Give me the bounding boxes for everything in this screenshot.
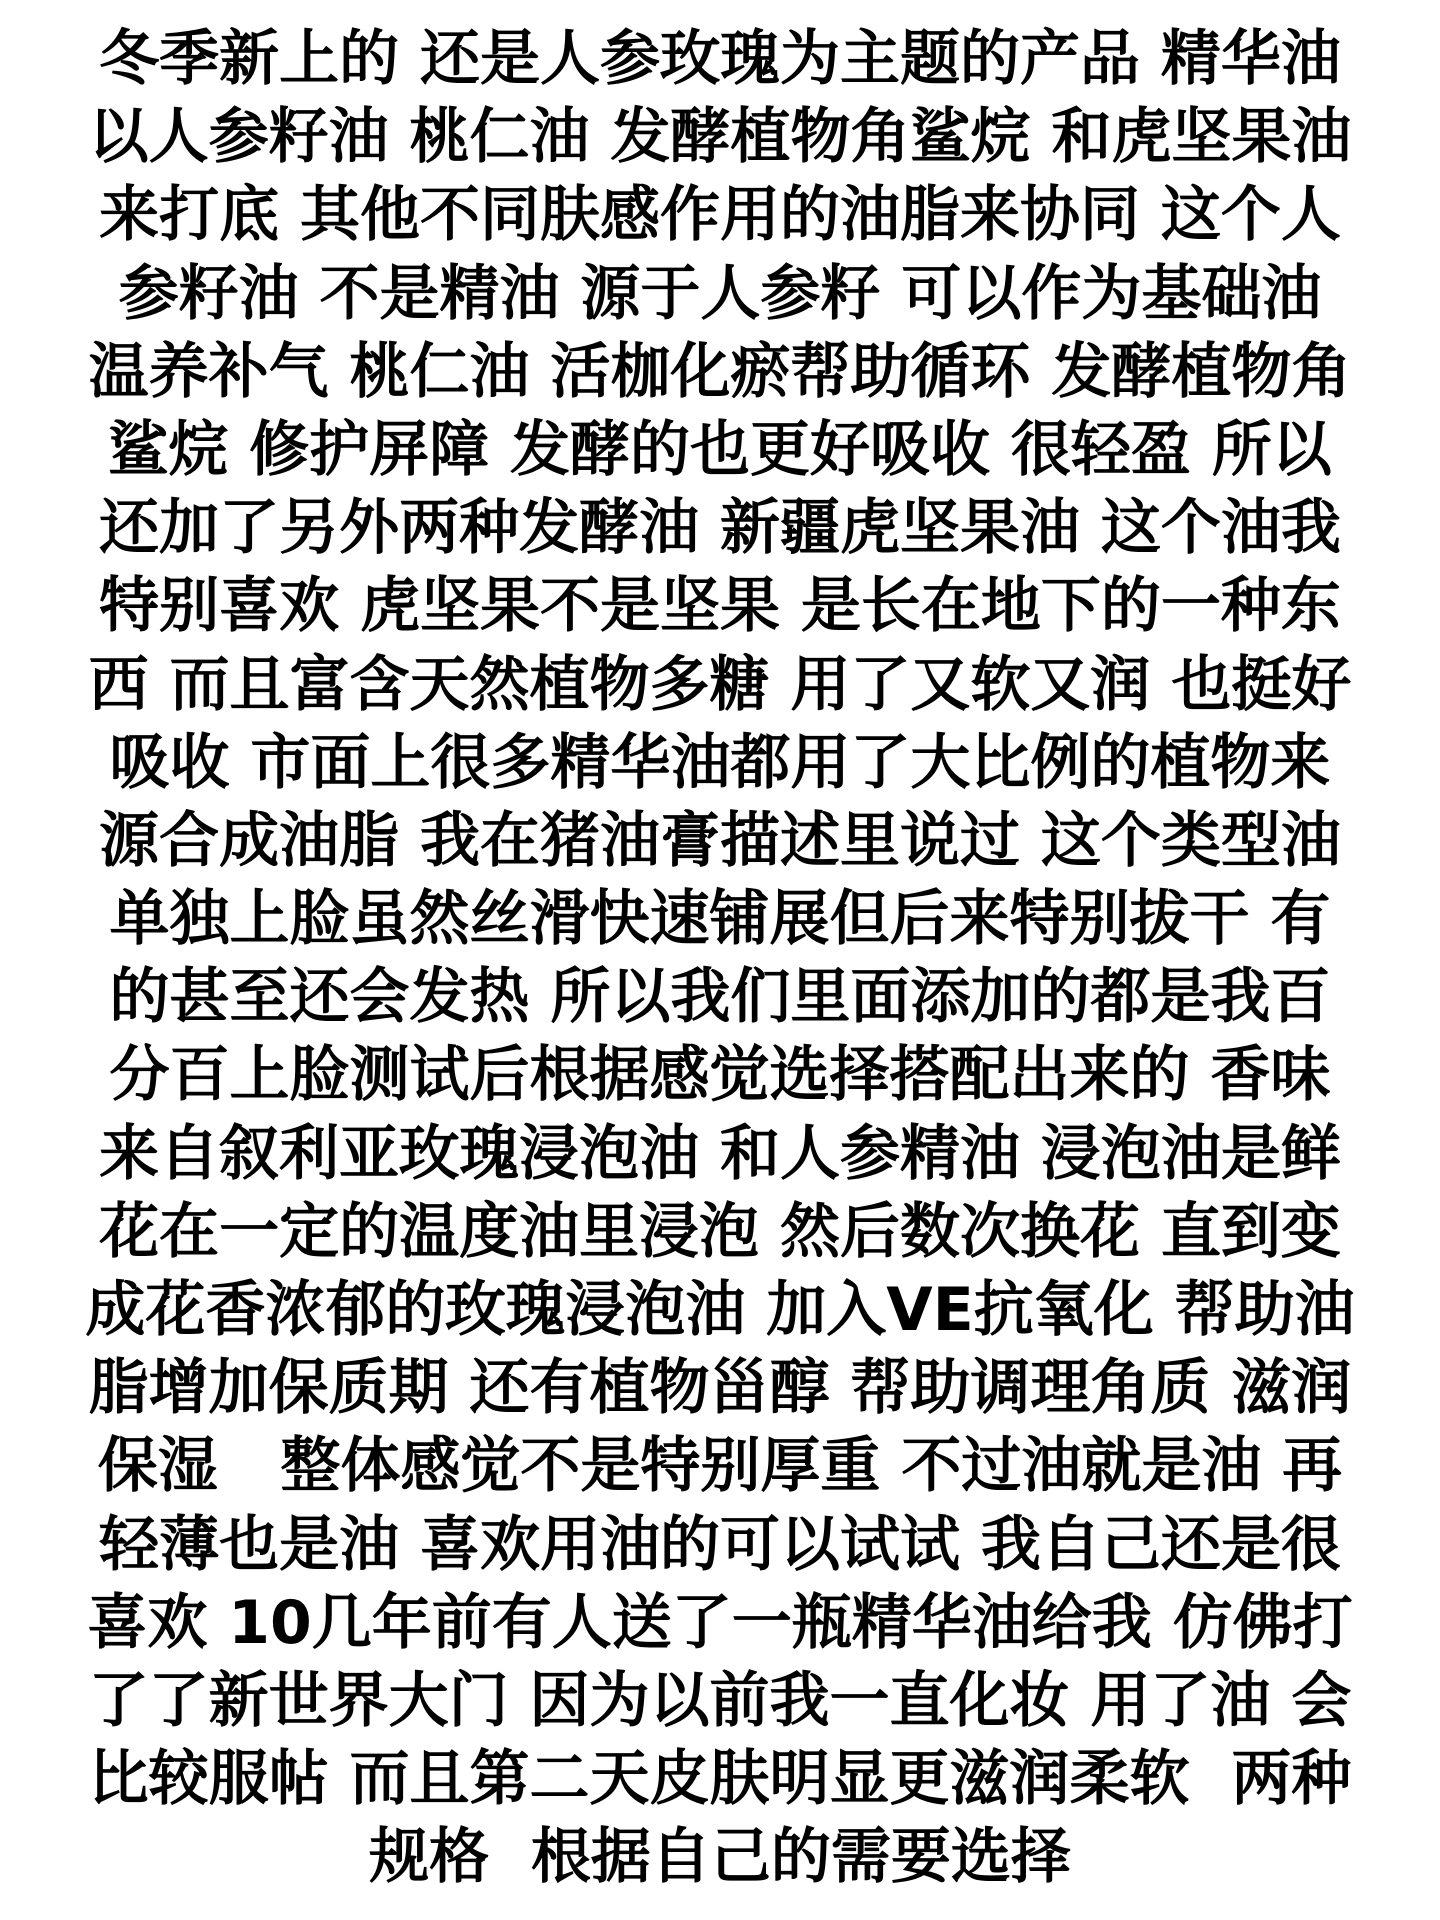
text-line: 西 而且富含天然植物多糖 用了又软又润 也挺好 xyxy=(88,649,1352,720)
text-line: 比较服帖 而且第二天皮肤明显更滋润柔软 两种 xyxy=(88,1744,1352,1815)
text-document xyxy=(30,20,1410,1900)
text-line: 以人参籽油 桃仁油 发酵植物角鲨烷 和虎坚果油 xyxy=(88,102,1352,173)
text-line: 的甚至还会发热 所以我们里面添加的都是我百 xyxy=(109,962,1331,1033)
text-line: 轻薄也是油 喜欢用油的可以试试 我自己还是很 xyxy=(99,1509,1341,1580)
text-line: 了了新世界大门 因为以前我一直化妆 用了油 会 xyxy=(88,1665,1352,1736)
text-line: 特别喜欢 虎坚果不是坚果 是长在地下的一种东 xyxy=(99,571,1341,642)
text-line: 参籽油 不是精油 源于人参籽 可以作为基础油 xyxy=(118,258,1322,329)
text-line: 脂增加保质期 还有植物甾醇 帮助调理角质 滋润 xyxy=(88,1353,1352,1424)
text-line: 喜欢 10几年前有人送了一瓶精华油给我 仿佛打 xyxy=(87,1587,1353,1658)
text-line: 鲨烷 修护屏障 发酵的也更好吸收 很轻盈 所以 xyxy=(108,414,1332,485)
text-line: 单独上脸虽然丝滑快速铺展但后来特别拔干 有 xyxy=(109,884,1331,955)
text-line: 冬季新上的 还是人参玫瑰为主题的产品 精华油 xyxy=(99,24,1341,94)
text-line: 规格 根据自己的需要选择 xyxy=(369,1822,1071,1893)
text-line: 保湿 整体感觉不是特别厚重 不过油就是油 再 xyxy=(97,1431,1343,1502)
text-line: 源合成油脂 我在猪油膏描述里说过 这个类型油 xyxy=(99,805,1341,876)
text-line: 来自叙利亚玫瑰浸泡油 和人参精油 浸泡油是鲜 xyxy=(99,1118,1341,1189)
text-line: 成花香浓郁的玫瑰浸泡油 加入VE抗氧化 帮助油 xyxy=(85,1275,1355,1345)
text-line: 温养补气 桃仁油 活枷化瘀帮助循环 发酵植物角 xyxy=(88,336,1352,407)
text-line: 吸收 市面上很多精华油都用了大比例的植物来 xyxy=(109,727,1331,798)
text-line: 还加了另外两种发酵油 新疆虎坚果油 这个油我 xyxy=(99,493,1341,564)
text-line: 来打底 其他不同肤感作用的油脂来协同 这个人 xyxy=(99,180,1341,251)
text-line: 花在一定的温度油里浸泡 然后数次换花 直到变 xyxy=(99,1196,1341,1267)
text-line: 分百上脸测试后根据感觉选择搭配出来的 香味 xyxy=(109,1040,1331,1111)
